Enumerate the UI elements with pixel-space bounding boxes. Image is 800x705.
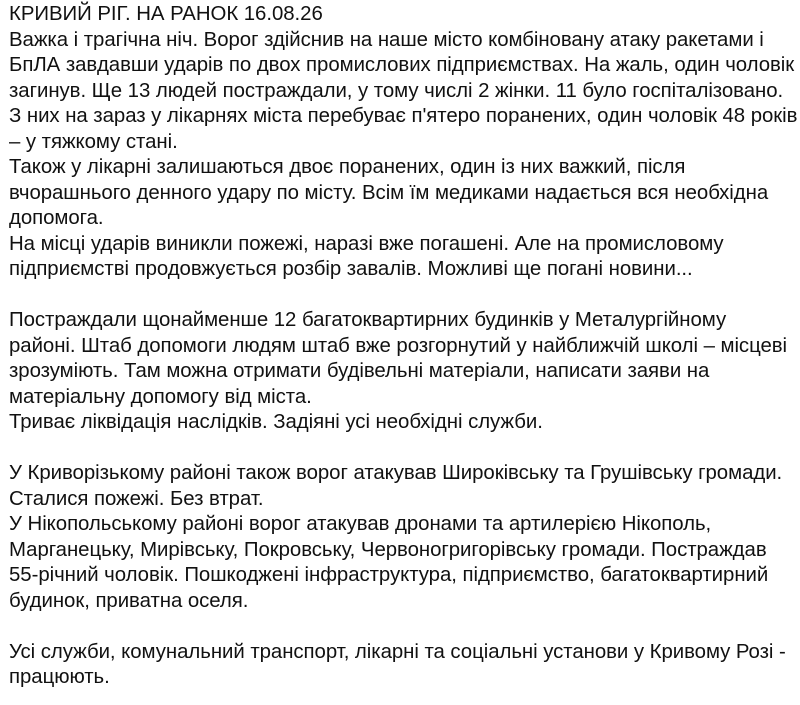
text-line: допомога. <box>9 207 104 229</box>
text-line: Також у лікарні залишаються двоє поранених, один із них важкий, після <box>9 156 686 178</box>
paragraph-4 <box>9 640 794 691</box>
text-line: Усі служби, комунальний транспорт, лікарні та соціальні установи у Кривому Розі - <box>9 640 786 663</box>
paragraph-break <box>9 436 794 462</box>
paragraph-break <box>9 283 794 309</box>
text-line: Сталися пожежі. Без втрат. <box>9 487 264 510</box>
paragraph-1 <box>9 28 798 283</box>
text-line: вчорашнього денного удару по місту. Всім їм медиками надається вся необхідна <box>9 181 769 204</box>
text-line: Триває ліквідація наслідків. Задіяні усі необхідні служби. <box>9 411 543 433</box>
text-line: матеріальну допомогу від міста. <box>9 385 312 408</box>
text-line: БпЛА завдавши ударів по двох промислових підприємствах. На жаль, один чоловік <box>9 54 795 76</box>
text-line: – у тяжкому стані. <box>9 130 178 153</box>
message-title: КРИВИЙ РІГ. НА РАНОК 16.08.26 <box>9 3 323 25</box>
text-line: загинув. Ще 13 людей постраждали, у тому числі 2 жінки. 11 було госпіталізовано. <box>9 79 784 102</box>
text-line: будинок, приватна оселя. <box>9 589 249 612</box>
text-line: На місці ударів виникли пожежі, наразі вже погашені. Але на промисловому <box>9 232 724 255</box>
text-line: підприємстві продовжується розбір завалів. Можливі ще погані новини... <box>9 258 693 280</box>
paragraph-break <box>9 614 794 640</box>
text-line: Марганецьку, Мирівську, Покровську, Червоногригорівську громади. Постраждав <box>9 538 767 561</box>
paragraph-3 <box>9 461 794 614</box>
message-text <box>9 2 798 691</box>
text-line: У Нікопольському районі ворог атакував дронами та артилерією Нікополь, <box>9 513 712 535</box>
paragraph-2 <box>9 308 794 436</box>
text-line: районі. Штаб допомоги людям штаб вже розгорнутий у найближчій школі – місцеві <box>9 334 788 357</box>
text-line: Постраждали щонайменше 12 багатоквартирних будинків у Металургійному <box>9 309 727 331</box>
text-line: У Криворізькому районі також ворог атакував Широківську та Грушівську громади. <box>9 462 783 484</box>
text-line: 55-річний чоловік. Пошкоджені інфраструктура, підприємство, багатоквартирний <box>9 564 769 586</box>
text-line: Важка і трагічна ніч. Ворог здійснив на наше місто комбіновану атаку ракетами і <box>9 28 764 51</box>
text-line: З них на зараз у лікарнях міста перебуває п'ятеро поранених, один чоловік 48 років <box>9 105 798 127</box>
text-line: зрозуміють. Там можна отримати будівельні матеріали, написати заяви на <box>9 360 710 382</box>
text-line: працюють. <box>9 666 110 688</box>
